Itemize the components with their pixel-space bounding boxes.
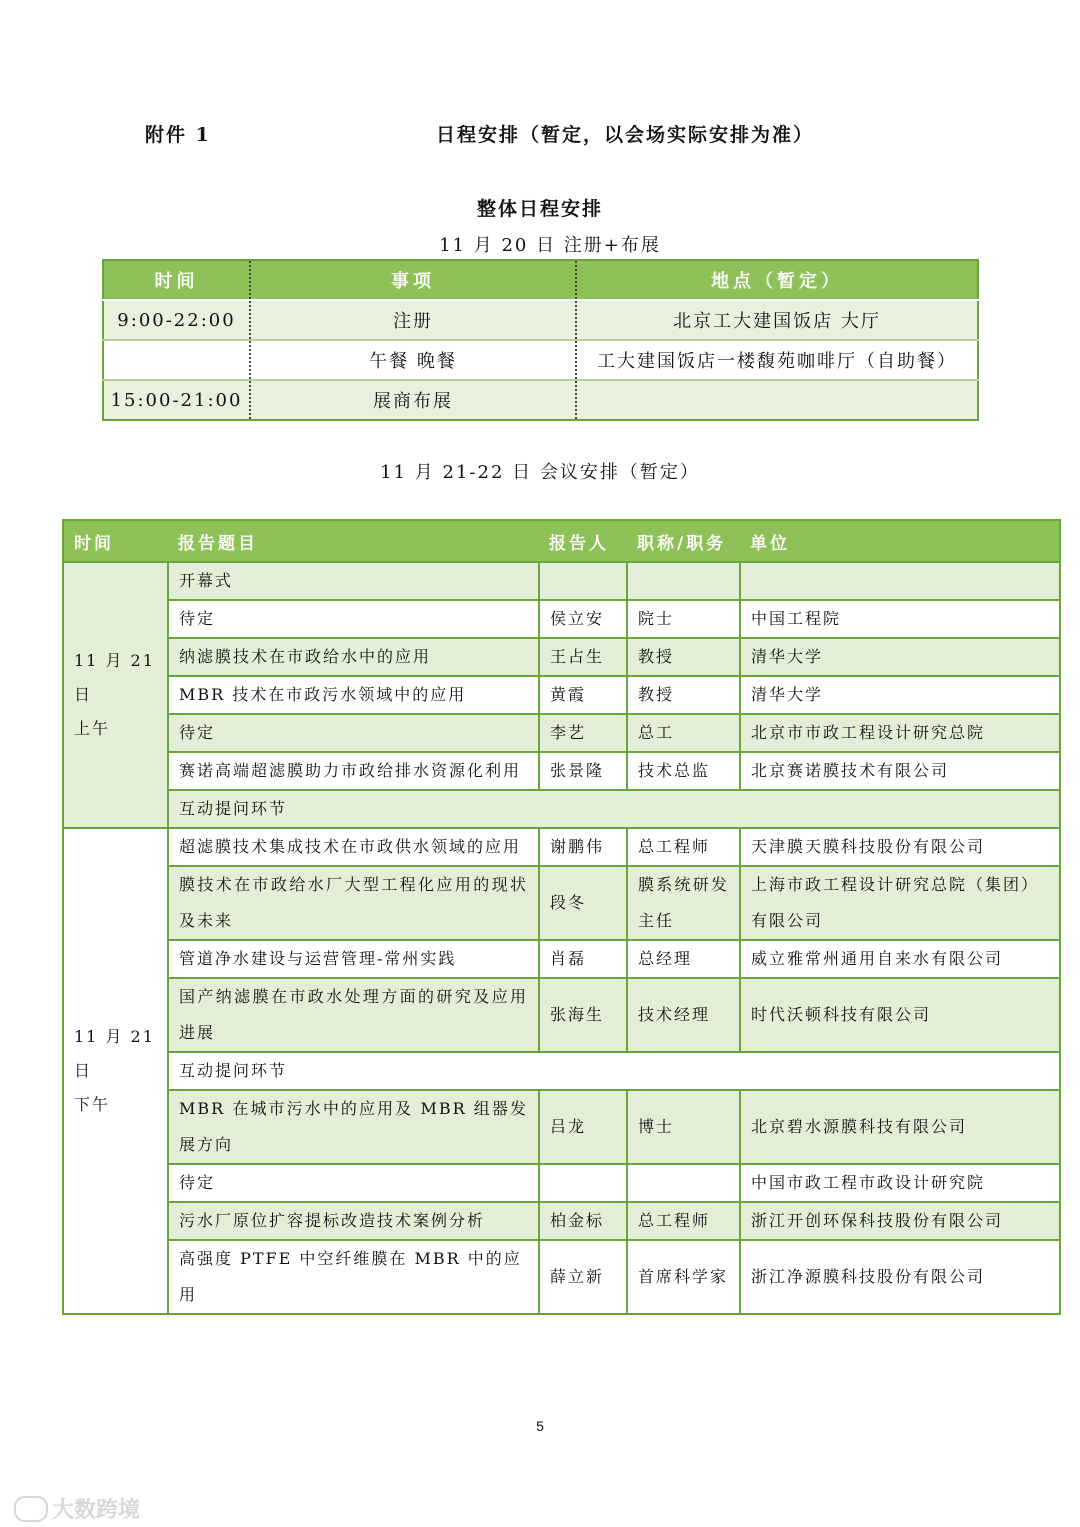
table-row (63, 714, 1060, 752)
col-header: 报告人 (539, 520, 627, 562)
title-cell: 总工程师 (627, 1202, 740, 1240)
table-row (63, 978, 1060, 1052)
day1-header-row (103, 260, 978, 300)
title-cell: 技术经理 (627, 978, 740, 1052)
table-row (63, 1090, 1060, 1164)
watermark-logo-icon (14, 1496, 48, 1522)
title-cell: 院士 (627, 600, 740, 638)
table-row (103, 380, 978, 420)
topic-cell: 开幕式 (168, 562, 539, 600)
item-cell: 展商布展 (250, 380, 576, 420)
org-cell: 浙江开创环保科技股份有限公司 (740, 1202, 1060, 1240)
qa-session-cell: 互动提问环节 (168, 790, 1060, 828)
title-cell: 总工程师 (627, 828, 740, 866)
topic-cell: 超滤膜技术集成技术在市政供水领域的应用 (168, 828, 539, 866)
col-header: 报告题目 (168, 520, 539, 562)
title-cell: 总经理 (627, 940, 740, 978)
org-cell: 中国工程院 (740, 600, 1060, 638)
day2-table (62, 519, 1061, 1315)
table-row (63, 1240, 1060, 1314)
table-row (63, 676, 1060, 714)
day2-subtitle: 11 月 21-22 日 会议安排（暂定） (380, 462, 700, 483)
speaker-cell (539, 1164, 627, 1202)
place-cell: 北京工大建国饭店 大厅 (576, 300, 978, 340)
table-row (63, 790, 1060, 828)
period-label: 上午 (74, 719, 111, 738)
item-cell: 注册 (250, 300, 576, 340)
col-header: 职称/职务 (627, 520, 740, 562)
title-cell (627, 1164, 740, 1202)
speaker-cell: 薛立新 (539, 1240, 627, 1314)
topic-cell: 管道净水建设与运营管理-常州实践 (168, 940, 539, 978)
col-header: 时间 (103, 260, 250, 300)
time-cell (103, 340, 250, 380)
title-cell: 教授 (627, 638, 740, 676)
table-row (63, 600, 1060, 638)
topic-cell: 膜技术在市政给水厂大型工程化应用的现状及未来 (168, 866, 539, 940)
table-row (63, 1164, 1060, 1202)
topic-cell: 赛诺高端超滤膜助力市政给排水资源化利用 (168, 752, 539, 790)
speaker-cell (539, 562, 627, 600)
org-cell: 中国市政工程市政设计研究院 (740, 1164, 1060, 1202)
org-cell: 清华大学 (740, 676, 1060, 714)
speaker-cell: 肖磊 (539, 940, 627, 978)
topic-cell: 污水厂原位扩容提标改造技术案例分析 (168, 1202, 539, 1240)
table-row (63, 562, 1060, 600)
col-header: 时间 (63, 520, 168, 562)
org-cell: 时代沃顿科技有限公司 (740, 978, 1060, 1052)
title-cell: 教授 (627, 676, 740, 714)
place-cell: 工大建国饭店一楼馥苑咖啡厅（自助餐） (576, 340, 978, 380)
topic-cell: 待定 (168, 1164, 539, 1202)
topic-cell: 待定 (168, 714, 539, 752)
speaker-cell: 张景隆 (539, 752, 627, 790)
topic-cell: MBR 技术在市政污水领域中的应用 (168, 676, 539, 714)
topic-cell: 待定 (168, 600, 539, 638)
time-cell: 9:00-22:00 (103, 300, 250, 340)
table-row (103, 300, 978, 340)
table-row (63, 866, 1060, 940)
attachment-label: 附件 1 (145, 124, 211, 146)
table-row (63, 638, 1060, 676)
day1-table (102, 259, 979, 421)
org-cell (740, 562, 1060, 600)
day1-subtitle: 11 月 20 日 注册+布展 (439, 235, 661, 256)
org-cell: 北京赛诺膜技术有限公司 (740, 752, 1060, 790)
page-number: 5 (536, 1418, 544, 1434)
org-cell: 浙江净源膜科技股份有限公司 (740, 1240, 1060, 1314)
speaker-cell: 李艺 (539, 714, 627, 752)
period-label: 下午 (74, 1095, 111, 1114)
overview-title: 整体日程安排 (476, 198, 603, 220)
time-cell: 15:00-21:00 (103, 380, 250, 420)
speaker-cell: 柏金标 (539, 1202, 627, 1240)
topic-cell: MBR 在城市污水中的应用及 MBR 组器发展方向 (168, 1090, 539, 1164)
speaker-cell: 吕龙 (539, 1090, 627, 1164)
title-cell (627, 562, 740, 600)
col-header: 单位 (740, 520, 1060, 562)
org-cell: 北京碧水源膜科技有限公司 (740, 1090, 1060, 1164)
speaker-cell: 张海生 (539, 978, 627, 1052)
speaker-cell: 谢鹏伟 (539, 828, 627, 866)
table-row (103, 340, 978, 380)
date-label: 11 月 21 日 (74, 1027, 155, 1080)
topic-cell: 纳滤膜技术在市政给水中的应用 (168, 638, 539, 676)
watermark-text: 大数跨境 (52, 1498, 141, 1523)
table-row (63, 828, 1060, 866)
item-cell: 午餐 晚餐 (250, 340, 576, 380)
title-cell: 首席科学家 (627, 1240, 740, 1314)
topic-cell: 高强度 PTFE 中空纤维膜在 MBR 中的应用 (168, 1240, 539, 1314)
org-cell: 清华大学 (740, 638, 1060, 676)
speaker-cell: 侯立安 (539, 600, 627, 638)
title-cell: 博士 (627, 1090, 740, 1164)
table-row (63, 1202, 1060, 1240)
org-cell: 上海市政工程设计研究总院（集团）有限公司 (740, 866, 1060, 940)
date-label: 11 月 21 日 (74, 651, 155, 704)
table-row (63, 752, 1060, 790)
org-cell: 威立雅常州通用自来水有限公司 (740, 940, 1060, 978)
time-cell-pm (63, 828, 168, 1314)
title-cell: 总工 (627, 714, 740, 752)
watermark (14, 1493, 140, 1524)
qa-session-cell: 互动提问环节 (168, 1052, 1060, 1090)
speaker-cell: 黄霞 (539, 676, 627, 714)
time-cell-am (63, 562, 168, 828)
org-cell: 天津膜天膜科技股份有限公司 (740, 828, 1060, 866)
col-header: 事项 (250, 260, 576, 300)
title-cell: 膜系统研发主任 (627, 866, 740, 940)
title-cell: 技术总监 (627, 752, 740, 790)
org-cell: 北京市市政工程设计研究总院 (740, 714, 1060, 752)
place-cell (576, 380, 978, 420)
table-row (63, 1052, 1060, 1090)
table-row (63, 940, 1060, 978)
speaker-cell: 段冬 (539, 866, 627, 940)
speaker-cell: 王占生 (539, 638, 627, 676)
day2-header-row (63, 520, 1060, 562)
page-title: 日程安排（暂定，以会场实际安排为准） (436, 124, 815, 146)
topic-cell: 国产纳滤膜在市政水处理方面的研究及应用进展 (168, 978, 539, 1052)
col-header: 地点（暂定） (576, 260, 978, 300)
